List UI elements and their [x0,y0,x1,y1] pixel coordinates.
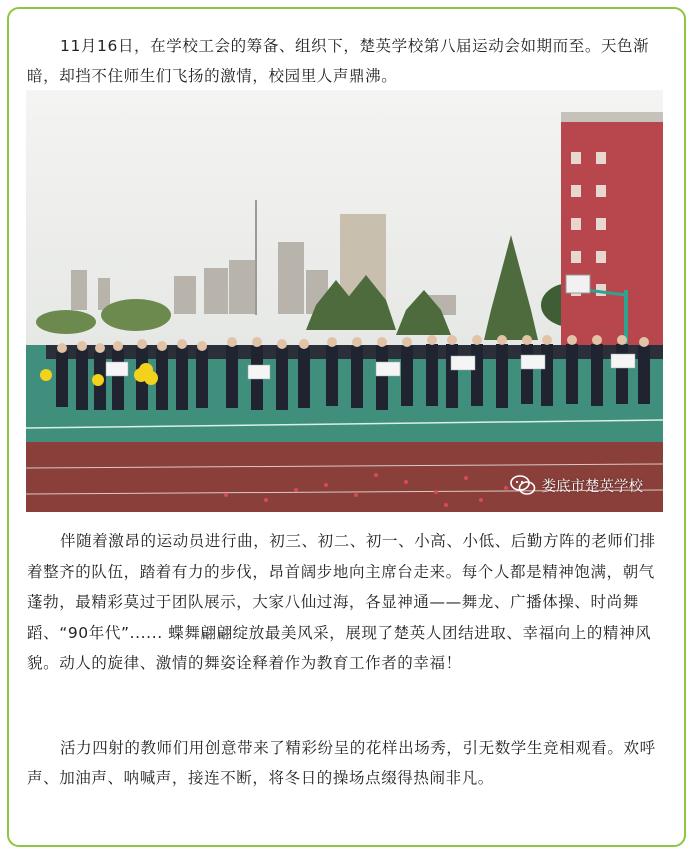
article-paragraph-3 [27,733,667,793]
paragraph-3-text: 活力四射的教师们用创意带来了精彩纷呈的花样出场秀，引无数学生竞相观看。欢呼声、加油声、呐喊声，接连不断，将冬日的操场点缀得热闹非凡。 [27,739,656,787]
photo-illustration [26,90,663,512]
paragraph-1-text: 11月16日，在学校工会的筹备、组织下，楚英学校第八届运动会如期而至。天色渐暗，却挡不住师生们飞扬的激情，校园里人声鼎沸。 [27,37,650,85]
article-paragraph-1 [27,31,667,91]
red-building [561,112,663,345]
paragraph-2-text: 伴随着激昂的运动员进行曲，初三、初二、初一、小高、小低、后勤方阵的老师们排着整齐的队伍，踏着有力的步伐，昂首阔步地向主席台走来。每个人都是精神饱满，朝气蓬勃，最精彩莫过于团队展示，大家八仙过海，各显神通——舞龙、广播体操、时尚舞蹈、“90年代”...... 蝶舞翩翩绽放最美风采，展现了楚英人团结进取、幸福向上的精神风貌。动人的旋律、激情的舞姿诠释着作为教育工作者的幸福！ [27,532,656,672]
watermark [510,474,644,496]
sports-meeting-photo [26,90,663,512]
wechat-icon [510,474,536,496]
article-paragraph-2 [27,526,667,679]
watermark-text: 娄底市楚英学校 [541,478,643,495]
